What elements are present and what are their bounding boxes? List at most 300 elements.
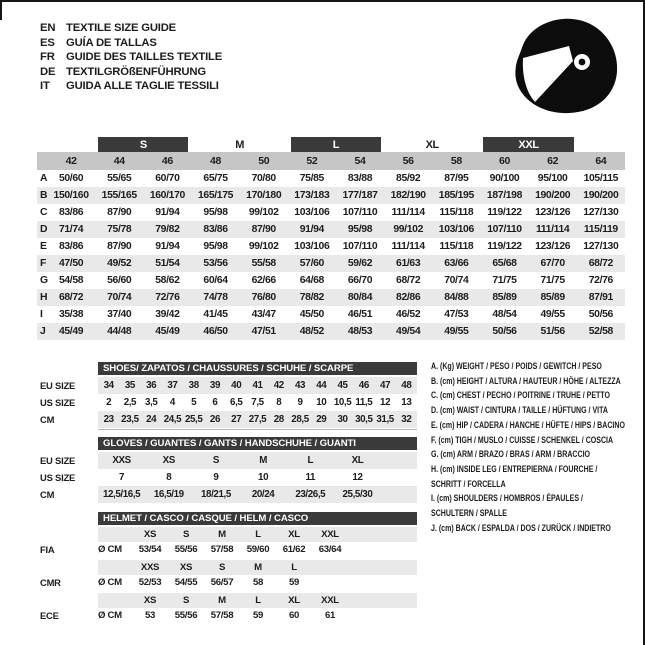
cell: 111/114 — [391, 207, 425, 218]
cell: 83/86 — [191, 221, 239, 238]
cell: 115/118 — [439, 241, 474, 252]
row-label: EU SIZE — [40, 380, 76, 391]
row-letter: G — [40, 275, 48, 286]
row-letter: B — [37, 187, 47, 204]
size-col-header: 62 — [529, 152, 577, 170]
cell: 46/52 — [396, 309, 421, 320]
row-label: CM — [40, 414, 55, 425]
cell: 4 — [169, 397, 175, 408]
diameter-unit: Ø CM — [98, 610, 122, 621]
cell: XXS — [112, 455, 131, 466]
cell: 45/49 — [47, 323, 95, 340]
cell: 39 — [209, 380, 221, 391]
helmet-size-row — [37, 527, 425, 542]
size-col-header: 64 — [577, 152, 625, 170]
table-row — [37, 221, 625, 238]
cell: 72/76 — [588, 275, 613, 286]
cell: 60 — [288, 610, 300, 621]
cell: 70/74 — [444, 275, 469, 286]
table-row — [37, 170, 625, 187]
cell: 24,5 — [163, 414, 182, 425]
cell: 47/53 — [444, 309, 469, 320]
size-group-l: L — [288, 137, 384, 152]
cell: 44/48 — [95, 323, 143, 340]
row-letter: D — [37, 221, 47, 238]
cell: 173/183 — [288, 187, 336, 204]
cell: 185/195 — [432, 187, 480, 204]
size-col-header: 50 — [240, 152, 288, 170]
size-group-m: M — [235, 138, 245, 151]
cell: 28,5 — [291, 414, 309, 425]
language-item — [40, 65, 222, 80]
cell: 29 — [316, 414, 327, 425]
cell: 10,5 — [333, 397, 352, 408]
row-letter: I — [40, 309, 43, 320]
cell: 111/114 — [391, 241, 425, 252]
cell: 11,5 — [355, 397, 373, 408]
row-label: EU SIZE — [40, 455, 76, 466]
cell: 123/126 — [535, 207, 571, 218]
cell: 63/64 — [318, 544, 342, 555]
language-title: GUÍA DE TALLAS — [66, 36, 157, 49]
cell: 165/175 — [191, 187, 239, 204]
cell: XXL — [321, 595, 339, 606]
cell: 56/57 — [210, 577, 234, 588]
cell: 2 — [106, 397, 112, 408]
cell: 127/130 — [583, 241, 619, 252]
cell: 39/42 — [155, 309, 180, 320]
cell: 51/56 — [529, 323, 577, 340]
helmet-value-row — [37, 542, 425, 557]
cell: 70/80 — [251, 173, 276, 184]
size-col-header: 54 — [336, 152, 384, 170]
cell: 85/89 — [480, 289, 528, 306]
cell: 53/56 — [191, 255, 239, 272]
row-letter: H — [37, 289, 47, 306]
cell: 59/60 — [246, 544, 270, 555]
language-code: IT — [40, 80, 50, 93]
cell: 9 — [297, 397, 303, 408]
cell: 50/60 — [58, 173, 84, 184]
cell: 8 — [166, 472, 172, 483]
frame-border-left — [0, 0, 2, 20]
table-row — [37, 377, 425, 394]
cell: 25,5/30 — [342, 489, 373, 500]
frame-border-top — [0, 0, 645, 2]
cell: 27 — [231, 414, 242, 425]
size-col-header: 60 — [480, 152, 528, 170]
cell: 83/86 — [58, 207, 84, 218]
cell: 49/55 — [540, 309, 565, 320]
cell: 45/49 — [143, 323, 191, 340]
cell: 74/78 — [191, 289, 239, 306]
cell: 54/55 — [174, 577, 198, 588]
cell: 23,5 — [121, 414, 139, 425]
cell: 115/118 — [439, 207, 474, 218]
cell: 57/60 — [288, 255, 336, 272]
cell: 71/75 — [492, 275, 517, 286]
size-group-xl: XL — [425, 138, 439, 151]
size-col-header: 58 — [432, 152, 480, 170]
cell: 9 — [213, 472, 219, 483]
cell: 64/68 — [299, 275, 324, 286]
cell: 70/74 — [95, 289, 143, 306]
row-letter: A — [40, 173, 48, 184]
cell: 47/50 — [47, 255, 95, 272]
cell: 54/58 — [58, 275, 84, 286]
cell: 43/47 — [251, 309, 276, 320]
shoes-section — [37, 362, 425, 430]
cell: 58 — [252, 577, 264, 588]
cell: 28 — [273, 414, 284, 425]
cell: 190/200 — [577, 187, 625, 204]
helmet-standards-rows — [37, 527, 425, 623]
cell: 10 — [258, 472, 269, 483]
table-row — [37, 272, 625, 289]
cell: 37 — [167, 380, 178, 391]
cell: 32 — [401, 414, 412, 425]
language-code: DE — [40, 65, 56, 78]
definition-line: A. (Kg) WEIGHT / PESO / POIDS / GEWITCH / PESO — [431, 361, 602, 371]
definition-line: I. (cm) SHOULDERS / HOMBROS / ÉPAULES / — [431, 493, 583, 504]
cell: 16,5/19 — [153, 489, 184, 500]
cell: 20/24 — [251, 489, 275, 500]
language-item — [40, 79, 222, 94]
cell: 23/26,5 — [295, 489, 326, 500]
cell: 87/90 — [107, 207, 132, 218]
cell: 49/55 — [432, 323, 480, 340]
cell: XXL — [321, 529, 339, 540]
table-row — [37, 187, 625, 204]
cell: 46/51 — [347, 309, 373, 320]
gloves-section — [37, 437, 425, 503]
cell: 50/56 — [480, 323, 528, 340]
cell: 43 — [294, 380, 306, 391]
definition-line: B. (cm) HEIGHT / ALTURA / HAUTEUR / HÖHE / ALTEZZA — [431, 375, 621, 386]
cell: 46 — [358, 380, 369, 391]
helmet-icon — [507, 13, 625, 117]
gloves-title-bar: GLOVES / GUANTES / GANTS / HANDSCHUHE / GUANTI — [98, 437, 417, 450]
cell: 59 — [252, 610, 264, 621]
cell: 72/76 — [143, 289, 191, 306]
helmet-standard-group — [37, 560, 425, 590]
cell: 40 — [231, 380, 242, 391]
cell: 61 — [324, 610, 336, 621]
cell: XL — [288, 595, 300, 606]
cell: 51/54 — [143, 255, 191, 272]
cell: 57/58 — [210, 610, 234, 621]
cell: M — [254, 562, 262, 573]
cell: 95/98 — [336, 221, 384, 238]
shoes-divider — [98, 429, 417, 430]
cell: 65/75 — [203, 173, 228, 184]
cell: 91/94 — [155, 241, 180, 252]
cell: 71/74 — [47, 221, 95, 238]
cell: 68/72 — [577, 255, 625, 272]
cell: 52/53 — [138, 577, 162, 588]
cell: 48/53 — [336, 323, 384, 340]
diameter-unit: Ø CM — [98, 577, 122, 588]
cell: 13 — [401, 397, 412, 408]
size-col-header: 44 — [95, 152, 143, 170]
cell: M — [259, 455, 267, 466]
cell: 2,5 — [123, 397, 137, 408]
cell: 59/62 — [336, 255, 384, 272]
size-group-row — [37, 137, 625, 152]
cell: 26 — [209, 414, 221, 425]
helmet-size-row — [37, 593, 425, 608]
cell: 78/82 — [288, 289, 336, 306]
cell: 91/94 — [155, 207, 180, 218]
cell: XS — [162, 455, 175, 466]
cell: 53 — [144, 610, 156, 621]
table-row — [37, 238, 625, 255]
cell: 30,5 — [355, 414, 373, 425]
cell: 91/94 — [288, 221, 336, 238]
cell: L — [291, 562, 297, 573]
cell: 34 — [103, 380, 114, 391]
cell: 41/45 — [203, 309, 228, 320]
cell: 12 — [352, 472, 363, 483]
definition-line: SCHULTERN / SPALLE — [431, 508, 507, 519]
row-label: CM — [40, 489, 55, 500]
helmet-standard-group — [37, 593, 425, 623]
size-col-header: 46 — [143, 152, 191, 170]
language-item — [40, 50, 222, 65]
cell: L — [255, 529, 261, 540]
cell: 55/58 — [240, 255, 288, 272]
language-item — [40, 36, 222, 51]
table-row — [37, 306, 625, 323]
definition-line: H. (cm) INSIDE LEG / ENTREPIERNA / FOURCHE / — [431, 463, 598, 474]
cell: 12 — [380, 397, 391, 408]
cell: 79/82 — [143, 221, 191, 238]
table-row — [37, 204, 625, 221]
shoes-rows — [37, 377, 425, 428]
size-col-header: 48 — [191, 152, 239, 170]
cell: 35 — [124, 380, 135, 391]
gloves-rows — [37, 452, 425, 503]
cell: 107/110 — [342, 241, 378, 252]
cell: S — [182, 595, 190, 606]
cell: 90/100 — [489, 173, 520, 184]
cell: 63/66 — [432, 255, 480, 272]
measurement-definitions — [431, 359, 645, 535]
cell: 75/85 — [299, 173, 324, 184]
table-row — [37, 411, 425, 428]
cell: 58/62 — [155, 275, 180, 286]
cell: 127/130 — [583, 207, 619, 218]
cell: 95/98 — [203, 207, 228, 218]
cell: 103/106 — [294, 207, 330, 218]
textile-size-table — [37, 137, 625, 340]
cell: 48/52 — [288, 323, 336, 340]
cell: 49/54 — [384, 323, 432, 340]
cell: XL — [288, 529, 300, 540]
cell: XXS — [140, 562, 160, 573]
table-row — [37, 255, 625, 272]
language-list — [40, 21, 222, 94]
definition-line: J. (cm) BACK / ESPALDA / DOS / ZURÜCK / INDIETRO — [431, 522, 611, 533]
definition-line: C. (cm) CHEST / PECHO / POITRINE / TRUHE / PETTO — [431, 390, 610, 401]
language-code: FR — [40, 51, 55, 64]
cell: 55/65 — [107, 173, 132, 184]
cell: 99/102 — [248, 241, 279, 252]
cell: 87/90 — [107, 241, 132, 252]
cell: 83/86 — [58, 241, 84, 252]
cell: 23 — [103, 414, 114, 425]
row-label: US SIZE — [40, 397, 76, 408]
cell: 49/52 — [95, 255, 143, 272]
row-letter: E — [40, 241, 47, 252]
cell: 65/68 — [480, 255, 528, 272]
cell: 83/88 — [347, 173, 373, 184]
cell: 8 — [276, 397, 282, 408]
row-label: US SIZE — [40, 472, 76, 483]
cell: M — [218, 529, 226, 540]
cell: 95/100 — [537, 173, 568, 184]
cell: 99/102 — [384, 221, 432, 238]
cell: 38 — [188, 380, 199, 391]
cell: 59 — [288, 577, 300, 588]
cell: 60/64 — [203, 275, 228, 286]
cell: 6 — [212, 397, 218, 408]
cell: 45/50 — [299, 309, 324, 320]
row-letter: J — [37, 323, 47, 340]
language-code: ES — [40, 36, 55, 49]
cell: 47 — [380, 380, 391, 391]
cell: 36 — [146, 380, 157, 391]
definition-line: SCHRITT / FORCELLA — [431, 478, 506, 489]
cell: 107/110 — [342, 207, 378, 218]
table-row — [37, 289, 625, 306]
cell: 187/198 — [480, 187, 528, 204]
cell: 3,5 — [144, 397, 158, 408]
definition-line: G. (cm) ARM / BRAZO / BRAS / ARM / BRACCIO — [431, 449, 590, 460]
cell: S — [212, 455, 219, 466]
cell: 37/40 — [107, 309, 132, 320]
cell: S — [218, 562, 226, 573]
table-row — [37, 469, 425, 486]
cell: 150/160 — [47, 187, 95, 204]
cell: 7 — [119, 472, 125, 483]
table-row — [37, 486, 425, 503]
cell: 25,5 — [184, 414, 203, 425]
cell: XL — [351, 455, 364, 466]
language-title: GUIDE DES TAILLES TEXTILE — [66, 51, 223, 64]
cell: 119/122 — [487, 207, 522, 218]
cell: 115/119 — [577, 221, 625, 238]
cell: 87/91 — [577, 289, 625, 306]
row-letter: C — [40, 207, 48, 218]
helmet-value-row — [37, 608, 425, 623]
cell: 105/115 — [583, 173, 619, 184]
cell: 71/75 — [540, 275, 565, 286]
language-title: GUIDA ALLE TAGLIE TESSILI — [66, 80, 219, 93]
cell: 107/110 — [480, 221, 528, 238]
cell: 11 — [305, 472, 316, 483]
table-row — [37, 323, 625, 340]
cell: 18/21,5 — [200, 489, 231, 500]
cell: 190/200 — [529, 187, 577, 204]
table-row — [37, 394, 425, 411]
cell: 12,5/16,5 — [102, 489, 141, 500]
definition-line: E. (cm) HIP / CADERA / HANCHE / HÜFTE / HIPS / BACINO — [431, 419, 625, 430]
cell: XS — [143, 529, 157, 540]
cell: 57/58 — [210, 544, 234, 555]
cell: 85/89 — [529, 289, 577, 306]
cell: 68/72 — [396, 275, 421, 286]
helmet-size-row — [37, 560, 425, 575]
cell: 177/187 — [336, 187, 384, 204]
cell: 61/62 — [282, 544, 306, 555]
language-code: EN — [40, 22, 56, 34]
shoes-title-bar: SHOES/ ZAPATOS / CHAUSSURES / SCHUHE / SCARPE — [98, 362, 417, 375]
cell: 48 — [401, 380, 412, 391]
cell: 35/38 — [58, 309, 84, 320]
cell: 99/102 — [248, 207, 279, 218]
size-col-header: 56 — [384, 152, 432, 170]
cell: 119/122 — [487, 241, 522, 252]
cell: 27,5 — [248, 414, 267, 425]
cell: 41 — [252, 380, 263, 391]
language-title: TEXTILE SIZE GUIDE — [66, 22, 177, 34]
cell: 44 — [316, 380, 327, 391]
cell: 53/54 — [138, 544, 162, 555]
cell: 47/51 — [240, 323, 288, 340]
cell: 31,5 — [376, 414, 394, 425]
cell: 60/70 — [155, 173, 180, 184]
cell: 45 — [337, 380, 348, 391]
size-group-xxl: XXL — [480, 137, 576, 152]
cell: 62/66 — [251, 275, 276, 286]
cell: 82/86 — [384, 289, 432, 306]
size-col-header: 52 — [288, 152, 336, 170]
cell: XS — [143, 595, 157, 606]
cell: 10 — [316, 397, 327, 408]
cell: 5 — [191, 397, 197, 408]
cell: L — [307, 455, 314, 466]
standard-label: ECE — [40, 610, 59, 621]
cell: 50/56 — [588, 309, 613, 320]
size-number-row — [37, 152, 625, 170]
size-col-header: 42 — [47, 152, 95, 170]
helmet-value-row — [37, 575, 425, 590]
cell: 6,5 — [230, 397, 243, 408]
definition-line: F. (cm) TIGH / MUSLO / CUISSE / SCHENKEL / COSCIA — [431, 434, 614, 445]
cell: 80/84 — [336, 289, 384, 306]
cell: 87/95 — [444, 173, 469, 184]
cell: 76/80 — [240, 289, 288, 306]
cell: 52/58 — [577, 323, 625, 340]
cell: 66/70 — [347, 275, 373, 286]
definition-line: D. (cm) WAIST / CINTURA / TAILLE / HÜFTUNG / VITA — [431, 405, 608, 416]
standard-label: CMR — [40, 577, 61, 588]
cell: 85/92 — [396, 173, 421, 184]
cell: 61/63 — [384, 255, 432, 272]
table-row — [37, 452, 425, 469]
cell: 111/114 — [529, 221, 577, 238]
cell: M — [218, 595, 226, 606]
cell: 55/56 — [174, 610, 198, 621]
diameter-unit: Ø CM — [98, 544, 122, 555]
cell: 68/72 — [47, 289, 95, 306]
cell: 56/60 — [107, 275, 132, 286]
cell: 42 — [273, 380, 284, 391]
cell: 30 — [337, 414, 348, 425]
language-title: TEXTILGRÖßENFÜHRUNG — [66, 65, 206, 78]
cell: 7,5 — [251, 397, 264, 408]
